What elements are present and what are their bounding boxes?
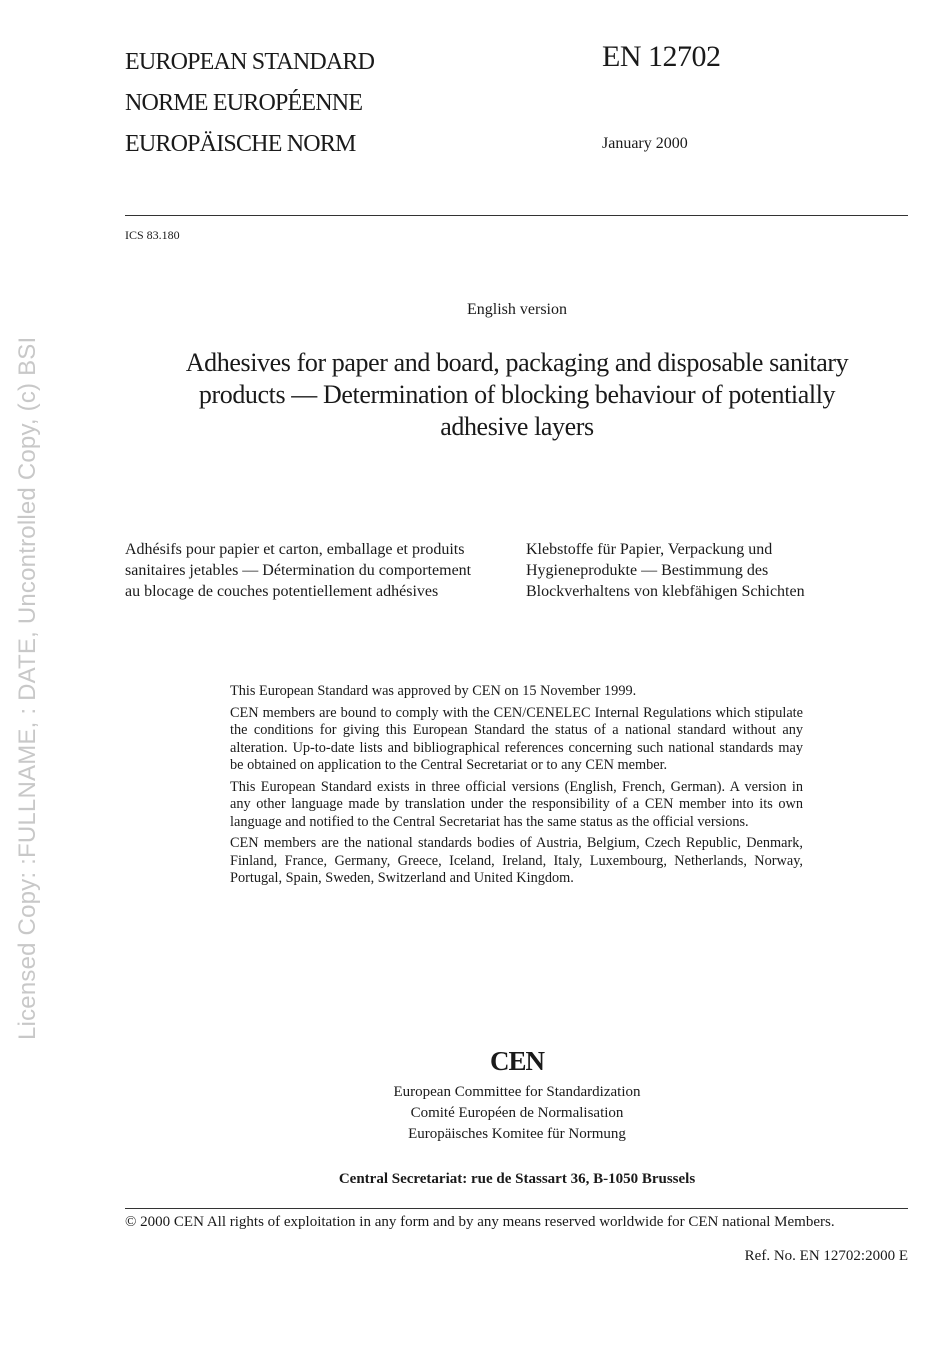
cen-name-german: Europäisches Komitee für Normung: [408, 1126, 626, 1142]
title-line: products — Determination of blocking behaviour of potentially: [198, 380, 836, 409]
standard-name-english: EUROPEAN STANDARD: [125, 49, 375, 75]
ics-code: ICS 83.180: [125, 228, 180, 242]
standard-name-french: NORME EUROPÉENNE: [125, 90, 363, 116]
footer-divider: [125, 1208, 908, 1209]
approval-paragraph: CEN members are bound to comply with the CEN/CENELEC Internal Regulations which stipulate the conditions for giving this European Standard the status of a national standard without any alteration. Up-to-date lists and bibliographical references concerning such national standards may be obtained on application to the Central Secretariat or to any CEN member.: [230, 704, 803, 773]
title-line: adhesive layers: [440, 412, 594, 441]
german-title: Klebstoffe für Papier, Verpackung und Hygieneprodukte — Bestimmung des Blockverhaltens von klebfähigen Schichten: [526, 541, 805, 600]
cen-logo: CEN: [489, 1046, 544, 1076]
standard-name-german: EUROPÄISCHE NORM: [125, 131, 356, 157]
reference-number: Ref. No. EN 12702:2000 E: [744, 1248, 908, 1264]
version-label: English version: [467, 301, 567, 318]
cen-name-english: European Committee for Standardization: [393, 1084, 641, 1100]
publication-date: January 2000: [602, 135, 688, 152]
header-divider: [125, 215, 908, 216]
approval-notice: [230, 683, 803, 892]
standard-number: EN 12702: [602, 40, 721, 73]
copyright-notice: © 2000 CEN All rights of exploitation in any form and by any means reserved worldwide for CEN national Members.: [125, 1214, 835, 1230]
approval-paragraph: This European Standard exists in three official versions (English, French, German). A version in any other language made by translation under the responsibility of a CEN member into its own language and notified to the Central Secretariat has the same status as the official versions.: [230, 778, 803, 830]
approval-paragraph: CEN members are the national standards bodies of Austria, Belgium, Czech Republic, Denmark, Finland, France, Germany, Greece, Iceland, Ireland, Italy, Luxembourg, Netherlands, Norway, Portugal, Spain, Sweden, Switzerland and United Kingdom.: [230, 835, 803, 886]
cen-name-french: Comité Européen de Normalisation: [410, 1105, 624, 1121]
french-title: Adhésifs pour papier et carton, emballage et produits sanitaires jetables — Détermination du comportement au blocage de couches potentiellement adhésives: [125, 541, 472, 600]
title-line: Adhesives for paper and board, packaging and disposable sanitary: [185, 348, 849, 377]
document-title: [127, 347, 907, 443]
license-watermark: Licensed Copy: :FULLNAME, : DATE, Uncontrolled Copy, (c) BSI: [14, 336, 41, 1040]
approval-paragraph: This European Standard was approved by CEN on 15 November 1999.: [230, 683, 637, 699]
central-secretariat-address: Central Secretariat: rue de Stassart 36, B-1050 Brussels: [338, 1171, 696, 1187]
